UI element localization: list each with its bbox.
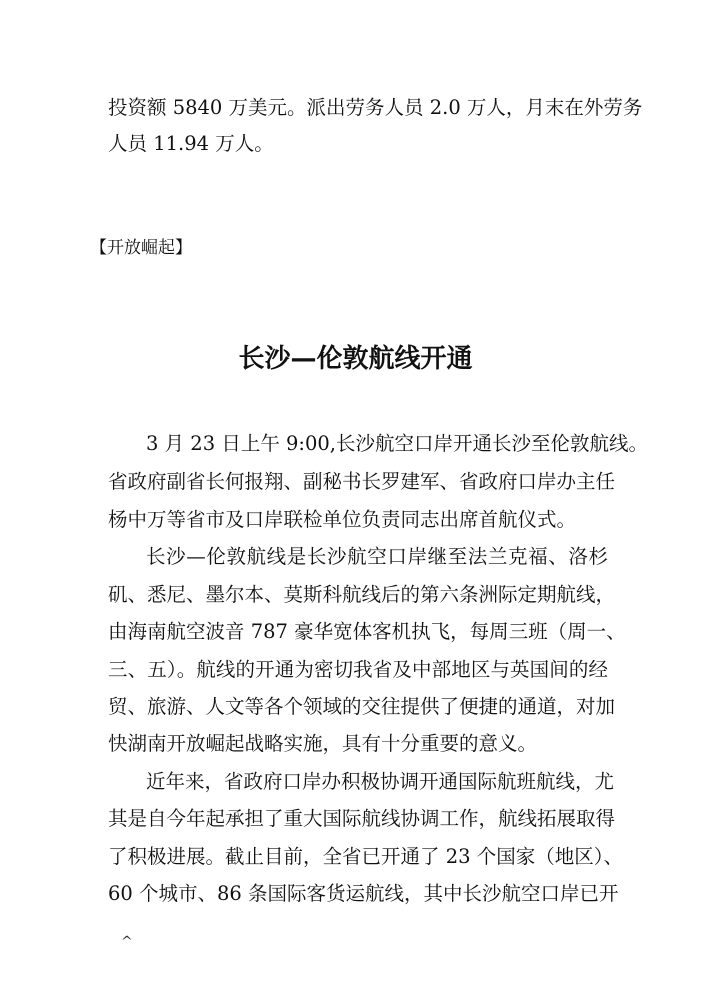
paragraph-3-line-2: 其是自今年起承担了重大国际航线协调工作，航线拓展取得 xyxy=(108,807,616,830)
paragraph-3-line-3: 了积极进展。截止目前，全省已开通了 23 个国家（地区）、 xyxy=(108,845,623,868)
top-paragraph-line-1: 投资额 5840 万美元。派出劳务人员 2.0 万人，月末在外劳务 xyxy=(108,96,643,119)
paragraph-1-line-1: 3 月 23 日上午 9:00,长沙航空口岸开通长沙至伦敦航线。 xyxy=(146,432,649,455)
paragraph-3-line-1: 近年来，省政府口岸办积极协调开通国际航班航线，尤 xyxy=(146,770,615,793)
paragraph-1-line-2: 省政府副省长何报翔、副秘书长罗建军、省政府口岸办主任 xyxy=(108,470,616,493)
section-tag: 【开放崛起】 xyxy=(90,238,192,258)
paragraph-2-line-5: 贸、旅游、人文等各个领域的交往提供了便捷的通道，对加 xyxy=(108,695,616,718)
paragraph-2-line-6: 快湖南开放崛起战略实施，具有十分重要的意义。 xyxy=(108,732,538,755)
top-paragraph-line-2: 人员 11.94 万人。 xyxy=(108,132,274,155)
page-mark: ^ xyxy=(121,934,133,950)
paragraph-1-line-3: 杨中万等省市及口岸联检单位负责同志出席首航仪式。 xyxy=(108,508,577,531)
paragraph-2-line-4: 三、五）。航线的开通为密切我省及中部地区与英国间的经 xyxy=(108,658,608,681)
article-title: 长沙—伦敦航线开通 xyxy=(238,344,473,374)
paragraph-3-line-4: 60 个城市、86 条国际客货运航线，其中长沙航空口岸已开 xyxy=(108,882,619,905)
paragraph-2-line-3: 由海南航空波音 787 豪华宽体客机执飞，每周三班（周一、 xyxy=(108,620,626,643)
paragraph-2-line-1: 长沙—伦敦航线是长沙航空口岸继至法兰克福、洛杉 xyxy=(146,545,608,568)
paragraph-2-line-2: 矶、悉尼、墨尔本、莫斯科航线后的第六条洲际定期航线， xyxy=(108,583,616,606)
